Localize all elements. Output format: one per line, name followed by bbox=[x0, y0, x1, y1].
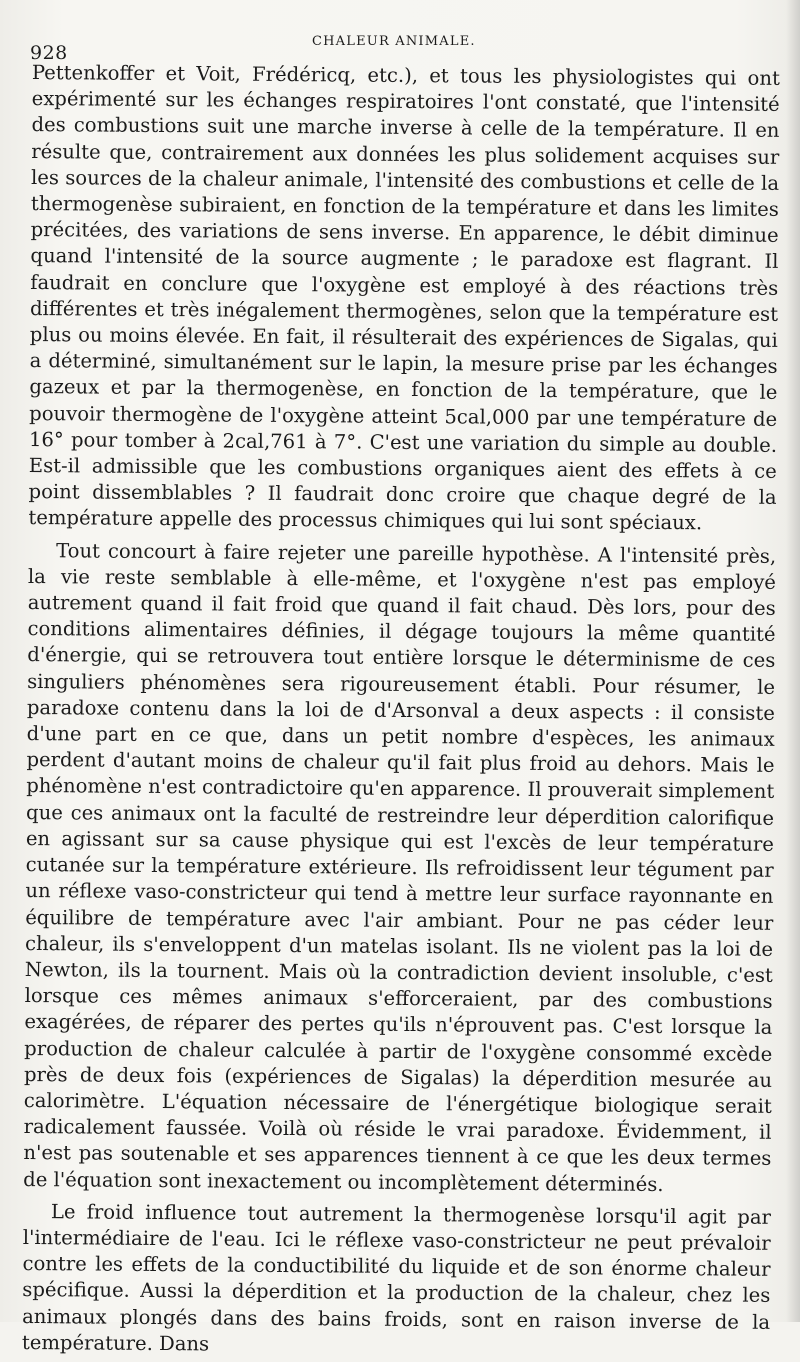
page-header bbox=[30, 30, 780, 64]
paragraph-1: Pettenkoffer et Voit, Frédéricq, etc.), et tous les physiologistes qui ont expérimenté sur les échanges respiratoires l'ont constaté, que l'intensité des combustions suit une marche inverse à celle de la température. Il en résulte que, contrairement aux données les plus solidement acquises sur les sources de la chaleur animale, l'intensité des combustions et celle de la thermogenèse subiraient, en fonction de la température et dans les limites précitées, des variations de sens inverse. En apparence, le débit diminue quand l'intensité de la source augmente ; le paradoxe est flagrant. Il faudrait en conclure que l'oxygène est employé à des réactions très différentes et très inégalement thermogènes, selon que la température est plus ou moins élevée. En fait, il résulterait des expériences de Sigalas, qui a déterminé, simultanément sur le lapin, la mesure prise par les échanges gazeux et par la thermogenèse, en fonction de la température, que le pouvoir thermogène de l'oxygène atteint 5cal,000 par une température de 16° pour tomber à 2cal,761 à 7°. C'est une variation du simple au double. Est-il admissible que les combustions organiques aient des effets à ce point dissemblables ? Il faudrait donc croire que chaque degré de la température appelle des processus chimiques qui lui sont spéciaux. bbox=[28, 60, 780, 535]
paragraph-3: Le froid influence tout autrement la thermogenèse lorsqu'il agit par l'intermédiaire de l'eau. Ici le réflexe vaso-constricteur ne peut prévaloir contre les effets de la conductibilité du liquide et de son énorme chaleur spécifique. Aussi la déperdition et la production de la chaleur, chez les animaux plongés dans des bains froids, sont en raison inverse de la température. Dans bbox=[21, 1199, 772, 1356]
paragraph-2: Tout concourt à faire rejeter une pareille hypothèse. A l'intensité près, la vie reste semblable à elle-même, et l'oxygène n'est pas employé autrement quand il fait froid que quand il fait chaud. Dès lors, pour des conditions alimentaires définies, il dégage toujours la même quantité d'énergie, qui se retrouvera tout entière lorsque le déterminisme de ces singuliers phénomènes sera rigoureusement établi. Pour résumer, le paradoxe contenu dans la loi de d'Arsonval a deux aspects : il consiste d'une part en ce que, dans un petit nombre d'espèces, les animaux perdent d'autant moins de chaleur qu'il fait plus froid au dehors. Mais le phénomène n'est contradictoire qu'en apparence. Il prouverait simplement que ces animaux ont la faculté de restreindre leur déperdition calorifique en agissant sur sa cause physique qui est l'excès de leur température cutanée sur la température extérieure. Ils refroidissent leur tégument par un réflexe vaso-constricteur qui tend à mettre leur surface rayonnante en équilibre de température avec l'air ambiant. Pour ne pas céder leur chaleur, ils s'enveloppent d'un matelas isolant. Ils ne violent pas la loi de Newton, ils la tournent. Mais où la contradiction devient insoluble, c'est lorsque ces mêmes animaux s'efforceraient, par des combustions exagérées, de réparer des pertes qu'ils n'éprouvent pas. C'est lorsque la production de chaleur calculée à partir de l'oxygène consommé excède près de deux fois (expériences de Sigalas) la déperdition mesurée au calorimètre. L'équation nécessaire de l'énergétique biologique serait radicalement faussée. Voilà où réside le vrai paradoxe. Évidemment, il n'est pas soutenable et ses apparences tiennent à ce que les deux termes de l'équation sont inexactement ou incomplètement déterminés. bbox=[23, 538, 777, 1196]
page-edge-shadow bbox=[786, 0, 800, 1322]
running-title: CHALEUR ANIMALE. bbox=[312, 34, 476, 49]
page-number: 928 bbox=[30, 42, 68, 64]
body-text bbox=[22, 60, 780, 1362]
